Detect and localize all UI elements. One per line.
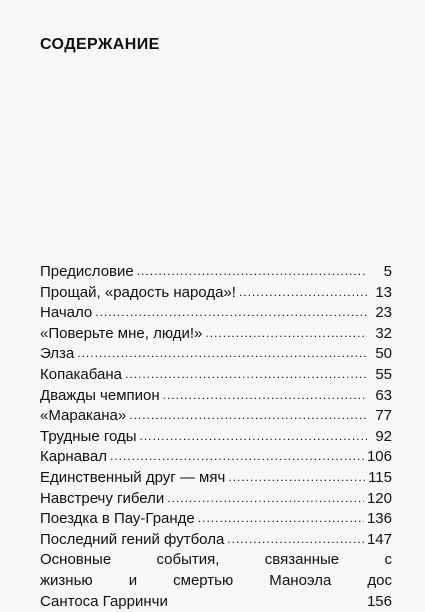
toc-entry-page: 13 xyxy=(370,283,392,304)
leader-dots xyxy=(239,282,367,303)
toc-entry-label: Дважды чемпион xyxy=(40,386,160,407)
toc-entry xyxy=(40,427,392,448)
toc-entry-page: 106 xyxy=(367,447,392,468)
toc-entry-label: «Поверьте мне, люди!» xyxy=(40,324,202,345)
toc-list xyxy=(40,262,392,612)
toc-entry-label: Сантоса Гарринчи xyxy=(40,592,168,612)
toc-entry-page: 50 xyxy=(370,344,392,365)
toc-entry xyxy=(40,489,392,510)
leader-dots xyxy=(167,488,364,509)
toc-entry-page: 147 xyxy=(367,530,392,551)
toc-word: Основные xyxy=(40,550,111,571)
toc-entry xyxy=(40,468,392,489)
toc-entry-page: 23 xyxy=(370,303,392,324)
toc-word: с xyxy=(384,550,392,571)
toc-entry xyxy=(40,344,392,365)
toc-entry-label: Трудные годы xyxy=(40,427,137,448)
toc-entry-page: 92 xyxy=(370,427,392,448)
toc-word: дос xyxy=(367,571,392,592)
toc-entry-label: Предисловие xyxy=(40,262,134,283)
toc-entry xyxy=(40,386,392,407)
toc-entry-page: 120 xyxy=(367,489,392,510)
toc-word: и xyxy=(129,571,137,592)
leader-dots xyxy=(125,364,367,385)
toc-multiline-row-1 xyxy=(40,550,392,571)
leader-dots xyxy=(205,323,367,344)
toc-entry xyxy=(40,303,392,324)
toc-entry xyxy=(40,365,392,386)
leader-dots xyxy=(77,343,367,364)
leader-dots xyxy=(137,261,367,282)
toc-entry-page: 115 xyxy=(368,468,392,489)
leader-dots xyxy=(129,405,367,426)
toc-entry-label: Последний гений футбола xyxy=(40,530,224,551)
toc-entry xyxy=(40,324,392,345)
toc-title: СОДЕРЖАНИЕ xyxy=(40,36,160,54)
toc-entry-label: Прощай, «радость народа»! xyxy=(40,283,236,304)
toc-entry-page: 63 xyxy=(370,386,392,407)
toc-entry-page: 55 xyxy=(370,365,392,386)
toc-word: Маноэла xyxy=(269,571,331,592)
toc-entry-page: 32 xyxy=(370,324,392,345)
toc-entry-label: Поездка в Пау-Гранде xyxy=(40,509,195,530)
toc-entry-label: Карнавал xyxy=(40,447,107,468)
toc-word: жизнью xyxy=(40,571,93,592)
toc-entry-label: Единственный друг — мяч xyxy=(40,468,225,489)
toc-entry-page: 77 xyxy=(370,406,392,427)
toc-entry xyxy=(40,530,392,551)
toc-entry-page: 5 xyxy=(370,262,392,283)
toc-entry xyxy=(40,283,392,304)
leader-dots xyxy=(110,446,364,467)
toc-entry-page: 136 xyxy=(367,509,392,530)
leader-dots xyxy=(163,385,367,406)
toc-entry-label: Навстречу гибели xyxy=(40,489,164,510)
toc-multiline-row-2 xyxy=(40,571,392,592)
toc-entry-label: Начало xyxy=(40,303,92,324)
toc-entry-multiline xyxy=(40,550,392,612)
toc-entry xyxy=(40,262,392,283)
toc-word: связанные xyxy=(265,550,339,571)
toc-entry-page: 156 xyxy=(367,592,392,612)
toc-entry xyxy=(40,509,392,530)
toc-word: события, xyxy=(157,550,220,571)
leader-dots xyxy=(95,302,367,323)
toc-entry-label: Копакабана xyxy=(40,365,122,386)
toc-entry-label: Элза xyxy=(40,344,74,365)
toc-entry-label: «Маракана» xyxy=(40,406,126,427)
leader-dots xyxy=(198,508,364,529)
leader-dots xyxy=(140,426,367,447)
toc-entry xyxy=(40,447,392,468)
toc-entry xyxy=(40,406,392,427)
toc-multiline-row-3 xyxy=(40,592,392,612)
toc-word: смертью xyxy=(173,571,233,592)
leader-dots xyxy=(228,467,365,488)
leader-dots xyxy=(227,529,364,550)
